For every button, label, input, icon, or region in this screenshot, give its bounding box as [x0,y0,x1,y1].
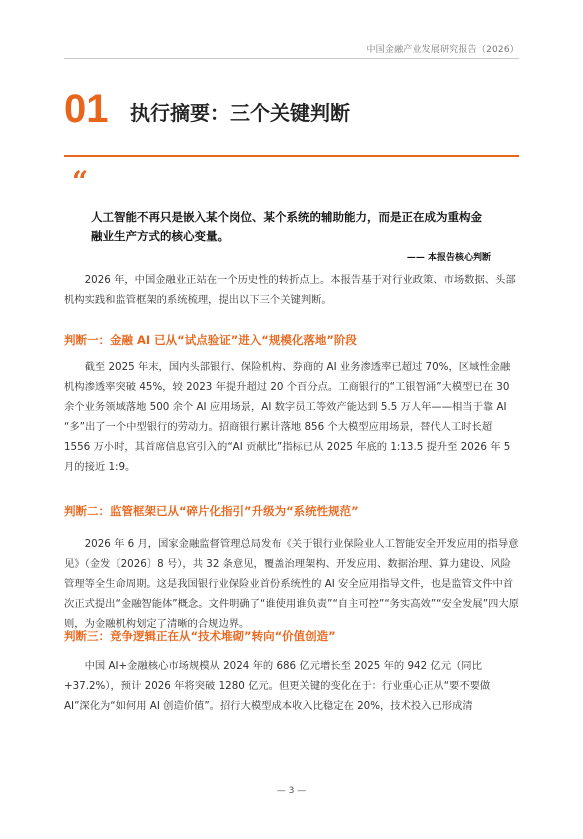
page-number: — 3 — [276,786,307,796]
chapter-number: 01 [64,87,109,131]
section-paragraph-2: 2026 年 6 月，国家金融监督管理总局发布《关于银行业保险业人工智能安全开发应用的指导意见》（金发〔2026〕8 号），共 32 条意见，覆盖治理架构、开发应用、数据治理、算力建设、风险管理等全生命周期。这是我国银行业保险业首份系统性的 AI 安全应用指导文件，也是监管文件中首次正式提出“金融智能体”概念。文件明确了“谁使用谁负责”“自主可控”“务实高效”“安全发展”四大原则，为金融机构划定了清晰的合规边界。 [64,538,519,630]
chapter-divider [64,155,519,157]
intro-paragraph: 2026 年，中国金融业正站在一个历史性的转折点上。本报告基于对行业政策、市场数据、头部机构实践和监管框架的系统梳理，提出以下三个关键判断。 [64,274,516,306]
quote-source: —— 本报告核心判断 [406,253,491,263]
quote-mark-icon: “ [72,165,89,198]
pull-quote: 人工智能不再只是嵌入某个岗位、某个系统的辅助能力，而是正在成为重构金融业生产方式的核心变量。 [91,210,482,243]
chapter-title: 执行摘要：三个关键判断 [130,101,350,125]
running-header: 中国金融产业发展研究报告（2026） [366,45,519,55]
section-heading-3: 判断三：竞争逻辑正在从“技术堆砌”转向“价值创造” [64,629,336,643]
section-heading-1: 判断一：金融 AI 已从“试点验证”进入“规模化落地”阶段 [64,333,357,347]
section-paragraph-1: 截至 2025 年末，国内头部银行、保险机构、券商的 AI 业务渗透率已超过 70%，区域性金融机构渗透率突破 45%，较 2023 年提升超过 20 个百分点。工商银行的“工银智涌”大模型已在 30 余个业务领域落地 500 余个 AI 应用场景，AI 数字员工等效产能达到 5.5 万人年——相当于靠 AI “多”出了一个中型银行的劳动力。招商银行累计落地 856 个大模型应用场景，替代人工时长超 1556 万小时，其首席信息官引入的“AI 贡献比”指标已从 2025 年底的 1:13.5 提升至 2026 年 5 月的接近 1:9。 [64,361,511,473]
section-paragraph-3: 中国 AI+金融核心市场规模从 2024 年的 686 亿元增长至 2025 年的 942 亿元（同比+37.2%），预计 2026 年将突破 1280 亿元。但更关键的变化在于：行业重心正从“要不要做 AI”深化为“如何用 AI 创造价值”。招行大模型成本收入比稳定在 20%，技术投入已形成清 [64,660,491,712]
header-divider [64,58,519,59]
section-heading-2: 判断二：监管框架已从“碎片化指引”升级为“系统性规范” [64,504,359,518]
